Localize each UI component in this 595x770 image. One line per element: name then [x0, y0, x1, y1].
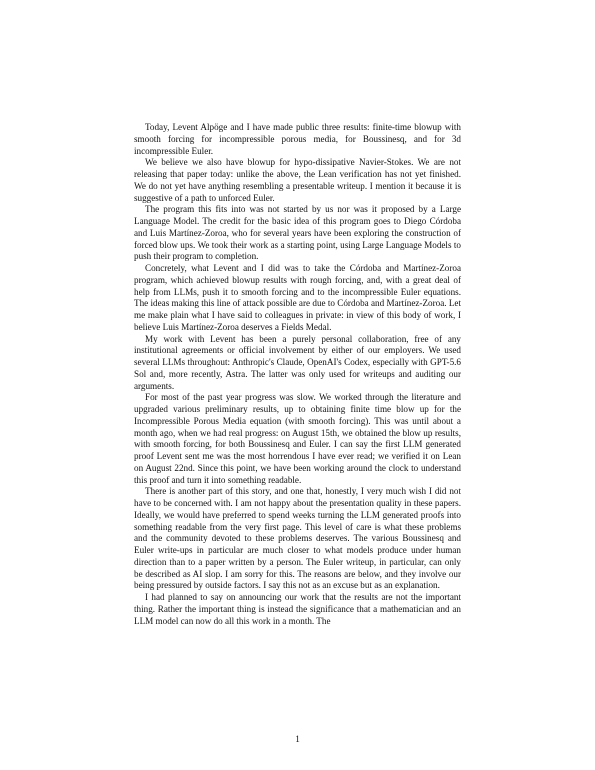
- paragraph-4: Concretely, what Levent and I did was to take the Córdoba and Martínez-Zoroa program, which achieved blowup results with rough forcing, and, with a great deal of help from LLMs, push it to smooth forcing and to the incompressible Euler equations. The ideas making this line of attack possible are due to Córdoba and Martínez-Zoroa. Let me make plain what I have said to colleagues in private: in view of this body of work, I believe Luis Martínez-Zoroa deserves a Fields Medal.: [134, 263, 461, 332]
- page-body: [134, 122, 461, 627]
- paragraph-5: My work with Levent has been a purely personal collaboration, free of any institutional agreements or official involvement by either of our employers. We used several LLMs throughout: Anthropic's Claude, OpenAI's Codex, especially with GPT-5.6 Sol and, more recently, Astra. The latter was only used for writeups and auditing our arguments.: [134, 333, 461, 391]
- paragraph-2: We believe we also have blowup for hypo-dissipative Navier-Stokes. We are not releasing that paper today: unlike the above, the Lean verification has not yet finished. We do not yet have anything resembling a presentable writeup. I mention it because it is suggestive of a path to unforced Euler.: [134, 157, 461, 203]
- page-number: 1: [295, 734, 300, 744]
- paragraph-8: I had planned to say on announcing our work that the results are not the important thing. Rather the important thing is instead the significance that a mathematician and an LLM model can now do all this work in a month. The: [134, 592, 461, 626]
- paragraph-7: There is another part of this story, and one that, honestly, I very much wish I did not have to be concerned with. I am not happy about the presentation quality in these papers. Ideally, we would have preferred to spend weeks turning the LLM generated proofs into something readable from the very first page. This level of care is what these problems and the community devoted to these problems deserves. The various Boussinesq and Euler write-ups in particular are much closer to what models produce under human direction than to a paper written by a person. The Euler writeup, in particular, can only be described as AI slop. I am sorry for this. The reasons are below, and they involve our being pressured by outside factors. I say this not as an excuse but as an explanation.: [134, 486, 461, 591]
- paragraph-3: The program this fits into was not started by us nor was it proposed by a Large Language Model. The credit for the basic idea of this program goes to Diego Córdoba and Luis Martínez-Zoroa, who for several years have been exploring the construction of forced blow ups. We took their work as a starting point, using Large Language Models to push their program to completion.: [134, 204, 461, 262]
- paragraph-1: Today, Levent Alpöge and I have made public three results: finite-time blowup with smooth forcing for incompressible porous media, for Boussinesq, and for 3d incompressible Euler.: [134, 122, 461, 156]
- paragraph-6: For most of the past year progress was slow. We worked through the literature and upgraded various preliminary results, up to obtaining finite time blow up for the Incompressible Porous Media equation (with smooth forcing). This was until about a month ago, when we had real progress: on August 15th, we obtained the blow up results, with smooth forcing, for both Boussinesq and Euler. I can say the first LLM generated proof Levent sent me was the most horrendous I have ever read; we verified it on Lean on August 22nd. Since this point, we have been working around the clock to understand this proof and turn it into something readable.: [134, 392, 461, 485]
